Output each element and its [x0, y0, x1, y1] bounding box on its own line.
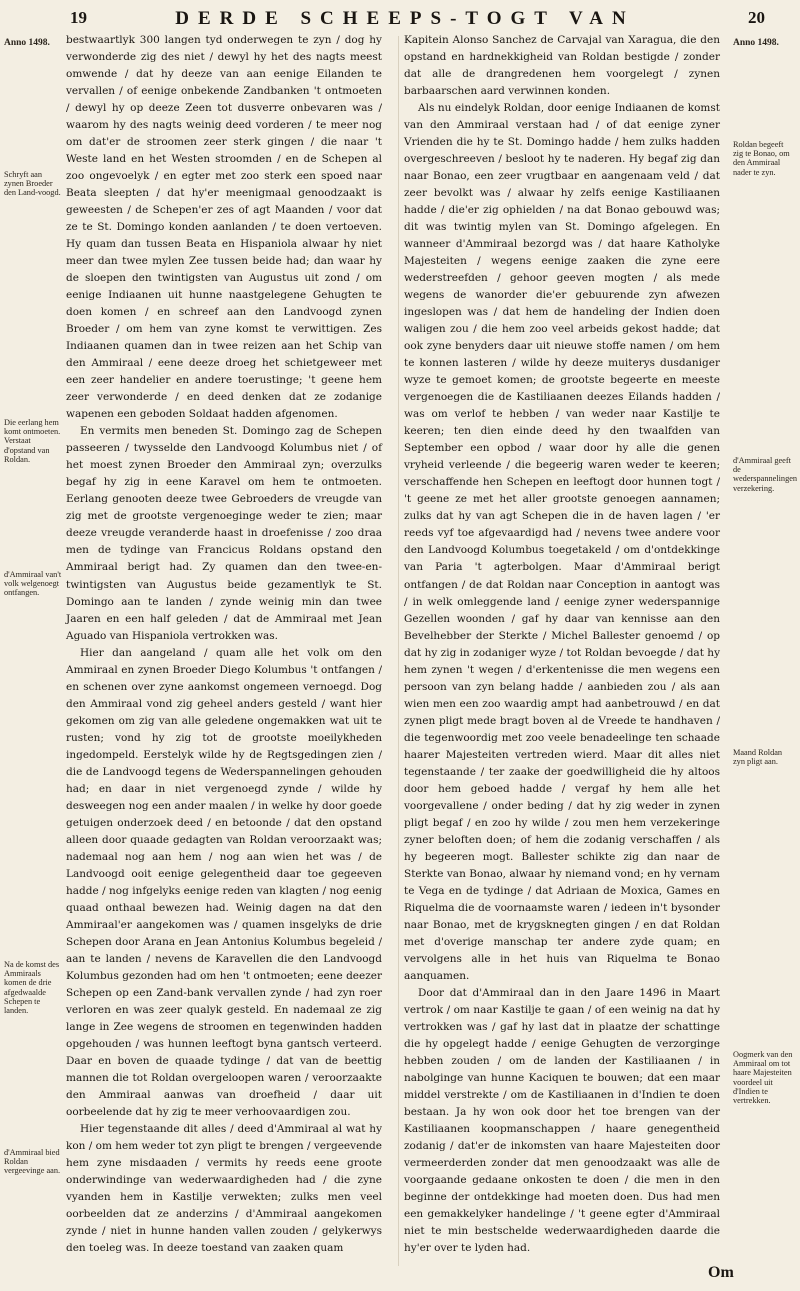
paragraph: Door dat d'Ammiraal dan in den Jaare 1496 in Maart vertrok / om naar Kastilje te gaan / of een weinig na dat hy vertrokken was / gaf hy last dat in plaatze der schattinge die hy opgelegt hadde / eenige Gehugten de verzorginge hebben zouden / om de landen der Kastiliaanen / in nabolginge van hunne Kaciquen te bouwen; dat een maar middel verstrekte / om de Kastiliaanen in d'Indien te doen bestaan. Ja hy won ook door het toe brengen van der Kastiliaanen koopmanschappen / haare genegentheid zodanig / dat'er de inkomsten van haare Majesteiten door vermeerderden zonder dat men genoodzaakt was alle de voorgaande gedaane onkosten te doen / die men in den beginne der ontdekkinge had moeten doen. Dus had men een gemakkelyker handelinge / 't geene egter d'Ammiraal niet te min bestschelde wederwaardigheden daarde die hy'er over te lyden had. [404, 986, 720, 1255]
paragraph: Als nu eindelyk Roldan, door eenige Indiaanen de komst van den Ammiraal verstaan had / of dat eenige zyner Vrienden die hy te St. Domingo hadde / hem zulks hadden overgeschreeven / besloot hy te naderen. Hy begaf zig dan naar Bonao, een zeer vrugtbaar en aangenaam veld / dat zeer bevolkt was / alwaar hy zelfs eenige Kastiliaanen hadde / die'er zig ophielden / na dat Bonao gebouwd was; dit was twintig mylen van St. Domingo afgelegen. En wanneer d'Ammiraal bezorgd was / dat haare Katholyke Majesteiten / wegens eenige zaaken die zyne eere wederstreefden / gehoor geeven mogten / als mede wegens de wanorder die'er gebuurende zyn afwezen ingeslopen was / dat hem de handeling der Indien doen waligen zou / die hem zoo veel arbeids gekost hadde; dat ook zyne benyders daar uit nieuwe stoffe namen / om hem te konnen lasteren / wilde hy deeze muiterys dusdaniger wyze te gemoet komen; de grootste begeerte en meeste vergenoegen die de Kastiliaanen deezes Eilands hadden / was om verlof te hebben / van weder naar Kastilje te keeren; ten dien einde deed hy den twaalfden van September een opbod / waar door hy alle die genen vryheid verleende / die begeerig waren weder te keeren; verschaffende hen Schepen en leeftogt door hunnen togt / 't geene ze met het aller grootste genoegen aannamen; zulks dat hy van agt Schepen die in de haven lagen / 'er reeds vyf toe afgevaardigd had / nevens twee andere voor den Landvoogd Kolumbus toegetakeld / om d'ontdekkinge van Paria 't agterbolgen. Maar d'Ammiraal berigt ontfangen / de dat Roldan naar Conception in aantogt was / in welk omleggende land / eenige zyner wederspannige Gezellen woonden / gaf hy daar van kennisse aan den Bevelhebber der Sterkte / Michel Ballester genoemd / op dat hy zig in zodaniger wyze / tot Roldan bevoegde / dat hy hem zynen 't wegen / d'erkentenisse die men wegens een persoon van zyn belang hadde / aanbieden zou / als aan wien men een zoo waardig ampt had aanbetrouwd / en dat zynen pligt mede bragt boven al de Vreede te handhaven / die tegenwoordig met zoo veele benadeelinge ten schaade haarer Majesteiten vertreden wierd. Maar dit alles niet tegenstaande / ter zaake der goedwilligheid die hy altoos door hem geboed hadde / vergaf hy hem alle het voorgevallene / onder beding / dat hy zig weder in zynen pligt begaf / en zoo hy wilde / zou men hem verzekeringe zyner beloften doen; of hem die zodanig verschaffen / als hy begeeren mogt. Ballester schikte zig dan naar de Sterkte van Bonao, alwaar hy niemand vond; en hy vernam te Vega en de tydinge / dat Adriaan de Moxica, Games en Riquelma die de voornaamste waren / iedeen in't bysonder naar Bonao, met de krygsknegten gingen / en dat Roldan met d'overige manschap ter andere zyde quam; en vervolgens alle in het huis van Riquelma te Bonao aanquamen. [404, 102, 720, 982]
sidenote-right-3: Maand Roldan zyn pligt aan. [733, 748, 783, 767]
sidenote-anno-left: Anno 1498. [4, 38, 50, 48]
sidenote-left-5: d'Ammiraal bied Roldan vergeevinge aan. [4, 1148, 61, 1176]
sidenote-anno-right: Anno 1498. [733, 38, 779, 48]
running-header [0, 6, 800, 32]
sidenote-right-1: Roldan begeeft zig te Bonao, om den Ammiraal nader te zyn. [733, 140, 790, 177]
paragraph: Hier dan aangeland / quam alle het volk om den Ammiraal en zynen Broeder Diego Kolumbus 't ontfangen / en schenen over zyne aankomst ongemeen vernoegd. Dog den Ammiraal vond zig geheel anders gesteld / want hier gekomen om zig van alle geledene ongemakken wat uit te rusten; vond hy zig tot de grootste moeilykheden ingedompeld. Eerstelyk wilde hy de Regtsgedingen zien / die de Landvoogd tegens de Wederspannelingen gehouden had; en daar in niet vergenoegd zynde / wilde hy desweegen nog een ander maalen / in welke hy door goede getuigen onderzoek deed / en betoonde / dat den opstand alleen door quaade gedagten van Roldan veroorzaakt was; nademaal nog aan hem / nog aan wien het was / de Landvoogd ooit eenige gelegentheid daar toe gegeeven hadde / nog infgelyks eenige reden van klagten / nog eenig quaad onthaal bewezen had. Weinig dagen na dat den Ammiraal'er aangekomen was / quamen insgelyks de drie Schepen door Arana en Jean Antonius Kolumbus begeleid / aan te landen / nevens de Karavellen die den Landvoogd Kolumbus gezonden had om hen 't ontmoeten; eene deezer Schepen op een Zand-bank vervallen zynde / had zyn roer verloren en was zeer qualyk gesteld. En nademaal ze zig lange in Zee wegens de stroomen en tegenwinden hadden opgehouden / was hunnen leeftogt byna gantsch verteerd. Daar en boven de quaade tydinge / dat van de beettig mannen die tot Roldan overgeloopen waren / veroorzaakte den Ammiraal aanwas van droefheid / daar uit oorbeelende dat hy zig te meer verhoovaardigen zou. [66, 646, 382, 1118]
page-number-left: 19 [70, 8, 87, 27]
catchword: Om [708, 1264, 734, 1281]
paragraph: En vermits men beneden St. Domingo zag de Schepen passeeren / twysselde den Landvoogd Kolumbus niet / of het moest zynen Broeder den Ammiraal zyn; overzulks begaf hy zig in eene Karavel om hem te ontmoeten. Eerlang genooten deeze twee Gebroeders de vreugde van zig met de grootste vergenoeginge weder te zien; maar deeze vreugde veranderde haast in droefenisse / zoo draa men de tydinge van Francicus Roldans opstand den Ammiraal berigt had. Zy quamen dan den twee-en-twintigsten van Augustus beide gezamentlyk te St. Domingo aan te landen / zynde weinig min dan twee Jaaren en een half geleden / dat de Ammiraal met Jean Aguado van Hispaniola vertrokken was. [66, 425, 382, 642]
sidenote-left-1: Schryft aan zynen Broeder den Land-voogd. [4, 170, 61, 198]
sidenote-right-2: d'Ammiraal geeft de wederspannelingen verzekering. [733, 456, 798, 493]
page-number-right: 20 [748, 8, 765, 27]
sidenote-left-4: Na de komst des Ammiraals komen de drie afgedwaalde Schepen te landen. [4, 960, 60, 1016]
right-text-column [404, 32, 720, 1257]
paragraph: Kapitein Alonso Sanchez de Carvajal van Xaragua, die den opstand en hardnekkigheid van Roldan bestigde / zonder dat alle de drangredenen hem voorgelegt / zynen barbaarschen aard verwinnen konden. [404, 34, 720, 98]
running-title: DERDE SCHEEPS-TOGT VAN [175, 8, 635, 29]
paragraph: bestwaartlyk 300 langen tyd onderwegen te zyn / dog hy verwonderde zig des niet / dewyl hy het des nagts meest omwende / dat hy deeze van aan eenige Eilanden te vervallen / of eenige onbekende Zandbanken 't ontmoeten / dewyl hy op deeze Zeen tot dusverre onbevaren was / waarom hy des nagts weinig deed vorderen / te meer nog om dat'er de stroomen zeer sterk gingen / die naar 't Weste land en het Westen stroomden / en de Schepen al zoo ongevoelyk / en egter met zoo sterk een spoed naar Beata sleepten / dat hy'er meenigmaal genoodzaakt is geweesten / de Schepen'er zes of agt Maanden / voor dat ze te St. Domingo konden aanlanden / te doen vertoeven. Hy quam dan tussen Beata en Hispaniola alwaar hy niet meer dan twee mylen Zee tussen beide had; dan waar hy de sloepen den twintigsten van Augustus uit zond / om eenige Indiaanen uit hunne naastgelegene Gehugten te doen komen / en schreef aan den Landvoogd zynen Broeder / om hem van zyne komst te verwittigen. Zes Indiaanen quamen dan in twee reizen aan het Schip van den Ammiraal / eene deeze droeg het schietgeweer met een zeer handelier en andere toerustinge; 't geene hem zeer verwonderde / en deed denken dat ze zodanige wapenen een geboden Soldaat hadden afgenomen. [66, 34, 382, 421]
column-divider [398, 36, 399, 1266]
paragraph: Hier tegenstaande dit alles / deed d'Ammiraal al wat hy kon / om hem weder tot zyn pligt te brengen / vergeevende hem zyne misdaaden / vermits hy reeds eene groote onderwindinge van wederwaardigheden had / die zyne vyanden hem in Kastilje verwekten; zulks men veel oorbeelden dat ze anderzins / d'Ammiraal aangekomen zynde / niet in hunne handen vallen zouden / gelykerwys den toeleg was. In deeze toestand van zaaken quam [66, 1123, 382, 1255]
sidenote-right-4: Oogmerk van den Ammiraal om tot haare Majesteiten voordeel uit d'Indien te vertrekken. [733, 1050, 793, 1106]
sidenote-left-3: d'Ammiraal van't volk welgenoegt ontfangen. [4, 570, 62, 598]
left-text-column [66, 32, 382, 1257]
sidenote-left-2: Die eerlang hem komt ontmoeten. Verstaat d'opstand van Roldan. [4, 418, 61, 464]
